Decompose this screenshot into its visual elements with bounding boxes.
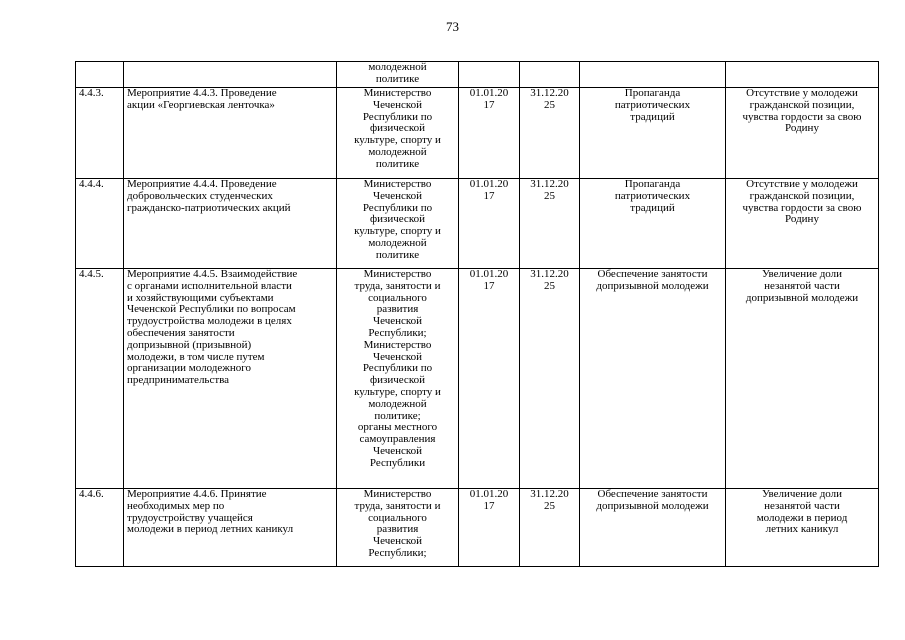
expected-result-cell: Обеспечение занятости допризывной молодежи [580, 269, 726, 489]
expected-result-cell: Пропаганда патриотических традиций [580, 179, 726, 269]
executor-cell: Министерство Чеченской Республики по физической культуре, спорту и молодежной политике [337, 88, 459, 179]
end-date-cell [520, 62, 580, 88]
executor-cell: Министерство труда, занятости и социального развития Чеченской Республики; [337, 489, 459, 567]
measures-table [75, 61, 879, 567]
measure-name-cell: Мероприятие 4.4.3. Проведение акции «Георгиевская ленточка» [124, 88, 337, 179]
start-date-cell [459, 62, 520, 88]
table-row [76, 88, 879, 179]
page-number: 73 [446, 19, 459, 34]
consequence-cell: Увеличение доли незанятой части допризывной молодежи [726, 269, 879, 489]
table-row [76, 269, 879, 489]
start-date-cell: 01.01.20 17 [459, 269, 520, 489]
row-number-cell: 4.4.4. [76, 179, 124, 269]
end-date-cell: 31.12.20 25 [520, 489, 580, 567]
expected-result-cell: Обеспечение занятости допризывной молодежи [580, 489, 726, 567]
end-date-cell: 31.12.20 25 [520, 88, 580, 179]
measure-name-cell [124, 62, 337, 88]
start-date-cell: 01.01.20 17 [459, 489, 520, 567]
measure-name-cell: Мероприятие 4.4.6. Принятие необходимых мер по трудоустройству учащейся молодежи в период летних каникул [124, 489, 337, 567]
expected-result-cell [580, 62, 726, 88]
end-date-cell: 31.12.20 25 [520, 179, 580, 269]
row-number-cell: 4.4.6. [76, 489, 124, 567]
executor-cell: молодежной политике [337, 62, 459, 88]
consequence-cell: Отсутствие у молодежи гражданской позиции, чувства гордости за свою Родину [726, 179, 879, 269]
row-number-cell: 4.4.5. [76, 269, 124, 489]
table-row [76, 179, 879, 269]
measure-name-cell: Мероприятие 4.4.5. Взаимодействие с органами исполнительной власти и хозяйствующими субъектами Чеченской Республики по вопросам трудоустройства молодежи в целях обеспечения занятости допризывной (призывной) молодежи, в том числе путем организации молодежного предпринимательства [124, 269, 337, 489]
row-number-cell [76, 62, 124, 88]
expected-result-cell: Пропаганда патриотических традиций [580, 88, 726, 179]
row-number-cell: 4.4.3. [76, 88, 124, 179]
consequence-cell [726, 62, 879, 88]
consequence-cell: Увеличение доли незанятой части молодежи в период летних каникул [726, 489, 879, 567]
start-date-cell: 01.01.20 17 [459, 88, 520, 179]
executor-cell: Министерство Чеченской Республики по физической культуре, спорту и молодежной политике [337, 179, 459, 269]
end-date-cell: 31.12.20 25 [520, 269, 580, 489]
measure-name-cell: Мероприятие 4.4.4. Проведение добровольческих студенческих гражданско-патриотических акций [124, 179, 337, 269]
consequence-cell: Отсутствие у молодежи гражданской позиции, чувства гордости за свою Родину [726, 88, 879, 179]
start-date-cell: 01.01.20 17 [459, 179, 520, 269]
executor-cell: Министерство труда, занятости и социального развития Чеченской Республики; Министерство Чеченской Республики по физической культуре, спорту и молодежной политике; органы местного самоуправления Чеченской Республики [337, 269, 459, 489]
table-row [76, 489, 879, 567]
table-row [76, 62, 879, 88]
